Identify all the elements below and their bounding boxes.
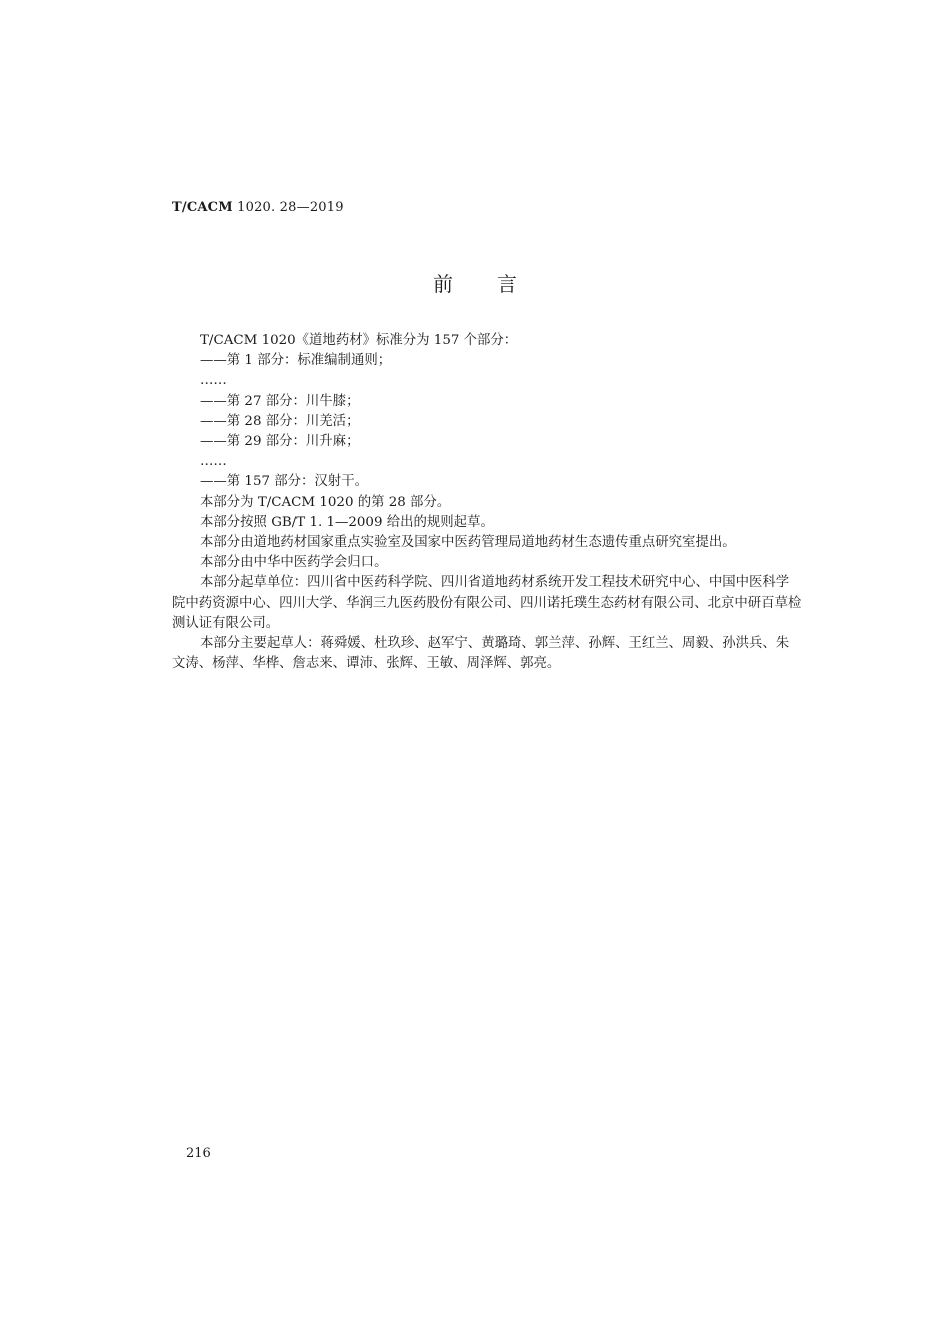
foreword-body <box>172 331 802 674</box>
paragraph: 本部分为 T/CACM 1020 的第 28 部分。 <box>200 494 451 510</box>
part-list-item: ——第 1 部分：标准编制通则； <box>200 353 392 369</box>
standard-code-prefix: T/CACM <box>172 200 233 215</box>
part-list-item: ——第 28 部分：川羌活； <box>200 413 360 429</box>
ellipsis: …… <box>200 373 227 389</box>
ellipsis: …… <box>200 454 227 470</box>
part-list-item: ——第 157 部分：汉射干。 <box>200 474 368 490</box>
drafting-units-paragraph: 本部分起草单位：四川省中医药科学院、四川省道地药材系统开发工程技术研究中心、中国中医科学院中药资源中心、四川大学、华润三九医药股份有限公司、四川诺托璞生态药材有限公司、北京中研百草检测认证有限公司。 <box>172 575 802 631</box>
paragraph: 本部分按照 GB/T 1. 1—2009 给出的规则起草。 <box>200 514 494 530</box>
paragraph: 本部分由道地药材国家重点实验室及国家中医药管理局道地药材生态遗传重点研究室提出。 <box>200 535 736 551</box>
standard-code-header <box>172 200 344 215</box>
paragraph: 本部分由中华中医药学会归口。 <box>200 555 388 571</box>
page-title: 前言 <box>433 272 561 296</box>
drafters-paragraph: 本部分主要起草人：蒋舜媛、杜玖珍、赵军宁、黄璐琦、郭兰萍、孙辉、王红兰、周毅、孙洪兵、朱文涛、杨萍、华桦、詹志来、谭沛、张辉、王敏、周泽辉、郭亮。 <box>172 636 790 672</box>
part-list-item: ——第 27 部分：川牛膝； <box>200 393 360 409</box>
page-number: 216 <box>186 1146 211 1161</box>
intro-line: T/CACM 1020《道地药材》标准分为 157 个部分： <box>200 333 518 348</box>
standard-code-number: 1020. 28—2019 <box>232 200 344 215</box>
part-list-item: ——第 29 部分：川升麻； <box>200 434 360 450</box>
